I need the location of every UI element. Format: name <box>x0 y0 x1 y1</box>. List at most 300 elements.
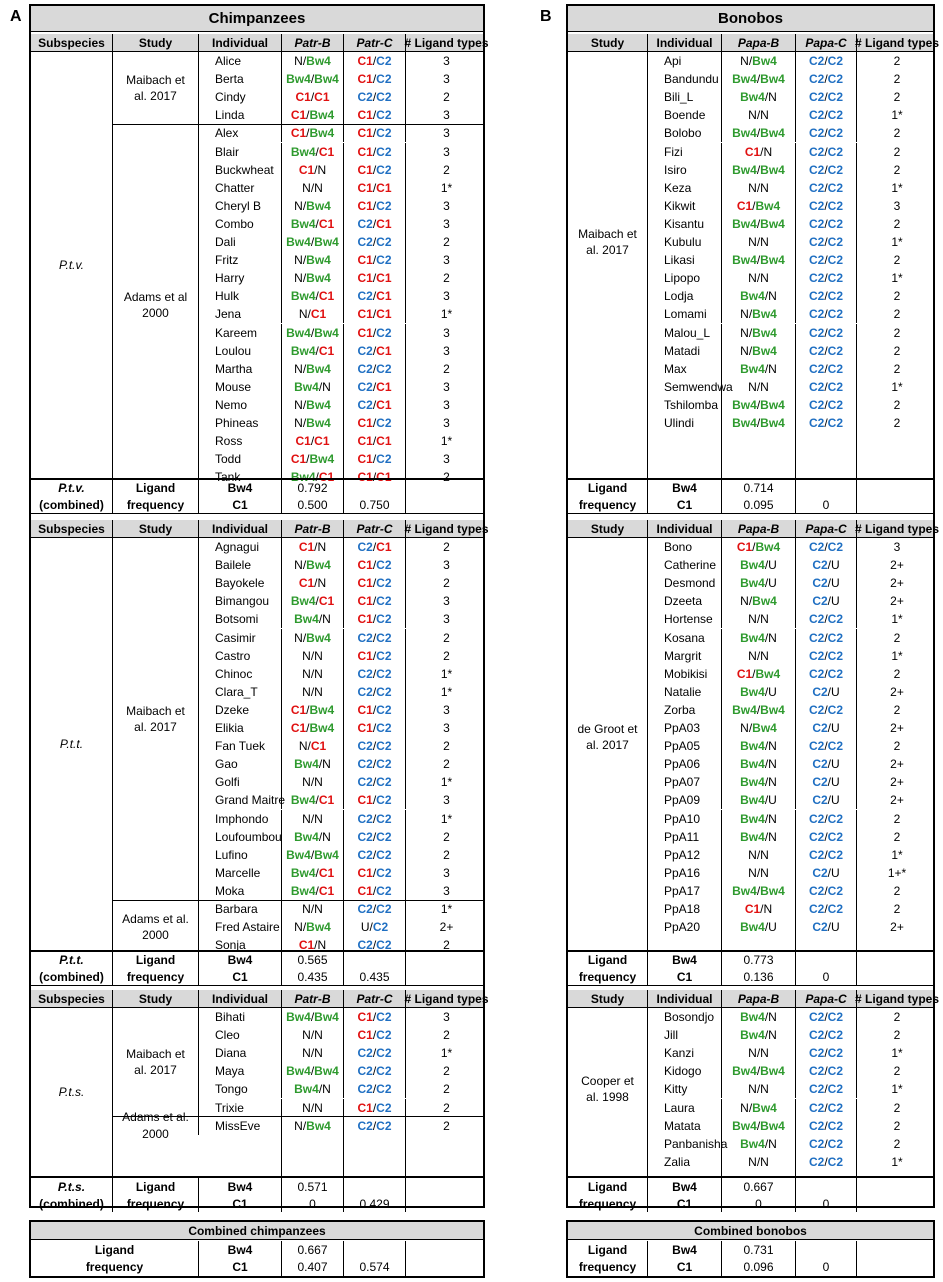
c-genotype: C2 / C2 <box>796 665 857 683</box>
allele-bw4: Bw4 <box>314 847 339 862</box>
ligand-types: 2 <box>443 576 450 591</box>
allele-n: N <box>322 612 331 627</box>
allele-c2: C2 <box>827 379 844 394</box>
allele-c2: C2 <box>376 253 392 268</box>
c-genotype: C2 / C2 <box>796 1044 857 1062</box>
allele-c2: C2 <box>827 811 844 826</box>
b-genotype: Bw4 / Bw4 <box>722 701 796 719</box>
header-row <box>568 34 940 52</box>
allele-c2: C2 <box>357 902 373 917</box>
allele-c2: C2 <box>827 847 844 862</box>
allele-n: N <box>294 1118 303 1133</box>
c-genotype: C2 / C2 <box>344 629 406 647</box>
allele-c2: C2 <box>827 72 844 87</box>
b-genotype: N / Bw4 <box>722 1099 796 1117</box>
individual-name: Dzeeta <box>648 592 722 610</box>
column-line <box>795 432 796 478</box>
allele-n: N <box>740 594 749 609</box>
allele-bw4: Bw4 <box>752 307 777 322</box>
individual-name: Desmond <box>648 574 722 592</box>
allele-c2: C2 <box>357 343 373 358</box>
c-genotype: C1 / C2 <box>344 791 406 809</box>
allele-n: N <box>314 775 323 790</box>
bw4-frequency: 0.792 <box>297 481 328 496</box>
individual-name: Moka <box>199 882 282 900</box>
header-cell: Study <box>113 34 199 51</box>
b-genotype: N / N <box>722 1044 796 1062</box>
table-row <box>199 882 483 900</box>
allele-c1: C1 <box>357 1028 373 1043</box>
b-genotype: N / N <box>722 179 796 197</box>
frequency-text: frequency <box>578 1196 637 1211</box>
allele-c2: C2 <box>808 180 825 195</box>
ligand-types: 3 <box>443 54 450 69</box>
ligand-types: 1* <box>891 1046 903 1061</box>
allele-c1: C1 <box>298 540 315 555</box>
c-genotype: C2 / C2 <box>344 773 406 791</box>
allele-bw4: Bw4 <box>294 829 319 844</box>
c-genotype: C2 / C2 <box>344 846 406 864</box>
allele-c1: C1 <box>376 216 392 231</box>
c-genotype: C2 / C2 <box>344 900 406 918</box>
allele-bw4: Bw4 <box>752 1100 777 1115</box>
individual-name: Laura <box>648 1099 722 1117</box>
ligand-types: 3 <box>443 253 450 268</box>
allele-n: N <box>748 847 757 862</box>
combined-frequency-row <box>568 1241 933 1276</box>
table-row <box>648 324 933 342</box>
table-row <box>199 324 483 342</box>
allele-c1: C1 <box>357 198 373 213</box>
allele-c2: C2 <box>376 361 392 376</box>
c-genotype: C2 / C2 <box>796 1062 857 1080</box>
main-table <box>29 4 489 1211</box>
blank <box>373 1243 376 1257</box>
c-frequency <box>796 952 857 985</box>
allele-n: N <box>748 180 757 195</box>
c-genotype: C2 / U <box>796 918 857 936</box>
c-genotype: C2 / C2 <box>796 396 857 414</box>
c-genotype: C2 / C2 <box>344 1062 406 1080</box>
table-row <box>199 791 483 809</box>
individual-name: Castro <box>199 647 282 665</box>
table-row <box>648 1026 933 1044</box>
table-row <box>648 610 933 628</box>
allele-c2: C2 <box>376 865 392 880</box>
allele-bw4: Bw4 <box>309 452 335 467</box>
allele-c1: C1 <box>736 540 753 555</box>
individual-name: Kubulu <box>648 233 722 251</box>
allele-c2: C2 <box>827 162 844 177</box>
ligand-types: 2 <box>443 540 450 555</box>
allele-n: N <box>748 1082 757 1097</box>
allele-c2: C2 <box>808 90 825 105</box>
allele-c2: C2 <box>376 648 392 663</box>
ligand-types: 2 <box>893 289 901 304</box>
b-genotype: N / Bw4 <box>722 342 796 360</box>
c1-frequency-b: 0.096 <box>743 1260 774 1275</box>
allele-c1: C1 <box>357 1100 373 1115</box>
allele-n: N <box>748 648 757 663</box>
b-frequency <box>722 1241 796 1276</box>
table-row <box>648 574 933 592</box>
blank <box>824 953 827 967</box>
allele-c1: C1 <box>357 144 373 159</box>
individual-name: Grand Maitre <box>199 791 282 809</box>
table-row <box>648 737 933 755</box>
allele-c2: C2 <box>357 289 373 304</box>
individual-name: Lufino <box>199 846 282 864</box>
c-genotype: C2 / C2 <box>796 846 857 864</box>
header-cell: Papa-B <box>722 520 796 537</box>
allele-c2: C2 <box>808 1028 825 1043</box>
ligand-types: 2 <box>893 666 901 681</box>
header-row <box>31 520 489 538</box>
frequency-text: frequency <box>578 1260 637 1275</box>
allele-c2: C2 <box>357 1046 373 1061</box>
allele-c2: C2 <box>376 126 392 141</box>
table-row <box>199 342 483 360</box>
allele-n: N <box>314 1028 323 1043</box>
header-cell: Study <box>113 990 199 1007</box>
b-genotype: Bw4 / Bw4 <box>282 324 344 342</box>
ligand-types: 2 <box>893 1028 901 1043</box>
ligand-types: 2 <box>893 630 901 645</box>
table-row <box>199 70 483 88</box>
individual-name: Boende <box>648 106 722 124</box>
allele-bw4: Bw4 <box>740 1010 765 1025</box>
allele-bw4: Bw4 <box>294 612 319 627</box>
allele-bw4: Bw4 <box>760 416 785 431</box>
column-line <box>343 1135 344 1176</box>
c-genotype: C2 / C2 <box>796 305 857 323</box>
allele-bw4: Bw4 <box>740 1028 765 1043</box>
c-genotype: C2 / C2 <box>796 52 857 70</box>
allele-c1: C1 <box>318 289 335 304</box>
ligand-types: 2 <box>893 343 901 358</box>
allele-c1: C1 <box>357 54 373 69</box>
individual-name: PpA16 <box>648 864 722 882</box>
b-genotype: N / Bw4 <box>722 719 796 737</box>
allele-c2: C2 <box>827 307 844 322</box>
b-genotype: C1 / C1 <box>282 88 344 106</box>
bw4-frequency: 0.731 <box>743 1242 774 1257</box>
ligand-types: 2 <box>893 883 901 898</box>
table-row <box>199 918 483 936</box>
table-row <box>648 1099 933 1117</box>
allele-c1: C1 <box>357 648 373 663</box>
allele-c2: C2 <box>376 90 392 105</box>
header-cell: Patr-B <box>282 990 344 1007</box>
allele-n: N <box>768 829 777 844</box>
allele-c2: C2 <box>808 1064 825 1079</box>
ligand-types: 1* <box>891 612 903 627</box>
allele-c2: C2 <box>827 612 844 627</box>
allele-c2: C2 <box>372 920 389 935</box>
allele-c2: C2 <box>357 757 373 772</box>
c-genotype: C2 / C2 <box>796 1099 857 1117</box>
allele-n: N <box>768 775 777 790</box>
allele-n: N <box>314 1100 323 1115</box>
ligand-types: 2+ <box>439 920 454 935</box>
allele-n: N <box>294 416 303 431</box>
column-line <box>281 1135 282 1176</box>
b-genotype: Bw4 / N <box>282 828 344 846</box>
ligand-types: 2 <box>893 829 901 844</box>
table-row <box>648 70 933 88</box>
allele-bw4: Bw4 <box>760 72 785 87</box>
c-genotype: C1 / C2 <box>344 70 406 88</box>
individual-name: Hortense <box>648 610 722 628</box>
study-name: de Groot et al. 2017 <box>568 538 648 936</box>
allele-n: N <box>322 379 331 394</box>
c-genotype: C2 / C2 <box>796 179 857 197</box>
c-genotype: C2 / C1 <box>344 538 406 556</box>
c-genotype: C2 / U <box>796 864 857 882</box>
allele-c1: C1 <box>318 343 335 358</box>
allele-bw4: Bw4 <box>760 1118 785 1133</box>
b-genotype: C1 / C1 <box>282 432 344 450</box>
c1-frequency-c: 0 <box>822 497 830 512</box>
ligand-types: 2+ <box>890 920 904 935</box>
study-name: Adams et al. 2000 <box>113 1117 199 1135</box>
allele-bw4: Bw4 <box>286 325 311 340</box>
individual-name: Casimir <box>199 629 282 647</box>
c-genotype: U / C2 <box>344 918 406 936</box>
bw4-key: Bw4 <box>672 1242 697 1257</box>
individual-name: PpA03 <box>648 719 722 737</box>
b-genotype: C1 / N <box>282 538 344 556</box>
allele-c1: C1 <box>357 180 373 195</box>
c1-key: C1 <box>676 1196 693 1211</box>
c-genotype: C2 / C2 <box>344 810 406 828</box>
c-genotype: C2 / C2 <box>796 88 857 106</box>
allele-c2: C2 <box>808 1010 825 1025</box>
b-genotype: Bw4 / Bw4 <box>722 161 796 179</box>
allele-bw4: Bw4 <box>286 1010 311 1025</box>
header-cell: Subspecies <box>31 990 113 1007</box>
ligand-types: 1* <box>891 648 903 663</box>
b-genotype: Bw4 / N <box>722 810 796 828</box>
c-genotype: C1 / C2 <box>344 450 406 468</box>
b-genotype: Bw4 / N <box>722 287 796 305</box>
b-genotype: N / N <box>722 378 796 396</box>
individual-name: Kitty <box>648 1080 722 1098</box>
allele-c2: C2 <box>357 684 373 699</box>
table-row <box>199 1080 483 1098</box>
b-genotype: Bw4 / Bw4 <box>722 1062 796 1080</box>
table-row <box>199 864 483 882</box>
allele-c1: C1 <box>318 793 335 808</box>
allele-c2: C2 <box>376 594 392 609</box>
allele-u: U <box>831 920 840 935</box>
ligand-types: 3 <box>893 540 901 555</box>
header-cell: Papa-C <box>796 520 857 537</box>
allele-c2: C2 <box>812 684 828 699</box>
allele-c2: C2 <box>357 938 373 953</box>
ligand-types: 2 <box>893 325 901 340</box>
c-genotype: C2 / C2 <box>344 233 406 251</box>
allele-c2: C2 <box>808 666 825 681</box>
c-genotype: C2 / C2 <box>344 755 406 773</box>
allele-c2: C2 <box>357 397 373 412</box>
ligand-types: 2 <box>893 54 901 69</box>
allele-bw4: Bw4 <box>306 54 331 69</box>
column-line <box>856 936 857 950</box>
b-genotype: Bw4 / N <box>722 1008 796 1026</box>
c-genotype: C1 / C2 <box>344 161 406 179</box>
allele-c2: C2 <box>376 1118 392 1133</box>
allele-c2: C2 <box>376 612 392 627</box>
allele-n: N <box>740 325 749 340</box>
frequency-text: frequency <box>126 1196 185 1211</box>
allele-n: N <box>760 235 769 250</box>
header-cell: Study <box>113 520 199 537</box>
table-row <box>648 773 933 791</box>
ligand-types: 2 <box>893 1100 901 1115</box>
allele-c2: C2 <box>827 1100 844 1115</box>
individual-name: Panbanisha <box>648 1135 722 1153</box>
ligand-types: 3 <box>443 216 450 231</box>
allele-c2: C2 <box>357 739 373 754</box>
allele-n: N <box>760 1082 769 1097</box>
b-genotype: Bw4 / N <box>722 1135 796 1153</box>
c-frequency <box>796 480 857 513</box>
allele-c2: C2 <box>827 540 844 555</box>
allele-bw4: Bw4 <box>314 1064 339 1079</box>
c-genotype: C2 / C2 <box>796 629 857 647</box>
panel-label-b: B <box>540 8 552 25</box>
c1-frequency-b: 0.500 <box>297 497 328 512</box>
b-genotype: Bw4 / C1 <box>282 791 344 809</box>
individual-name: Lodja <box>648 287 722 305</box>
allele-c1: C1 <box>318 883 335 898</box>
ligand-types: 2+ <box>890 558 904 573</box>
study-name: Adams et al. 2000 <box>113 900 199 954</box>
c-genotype: C2 / C1 <box>344 215 406 233</box>
b-genotype: N / Bw4 <box>722 52 796 70</box>
allele-c2: C2 <box>808 325 825 340</box>
ligand-types: 2 <box>893 902 901 917</box>
c-genotype: C2 / C2 <box>796 161 857 179</box>
ligand-types: 1* <box>891 1154 903 1169</box>
allele-bw4: Bw4 <box>732 1118 757 1133</box>
c-genotype: C2 / C2 <box>796 70 857 88</box>
table-row <box>199 360 483 378</box>
c-genotype: C1 / C2 <box>344 592 406 610</box>
allele-c2: C2 <box>827 1082 844 1097</box>
table-row <box>199 396 483 414</box>
b-genotype: N / N <box>282 1099 344 1117</box>
allele-n: N <box>748 108 757 123</box>
allele-c2: C2 <box>827 1154 844 1169</box>
b-genotype: Bw4 / U <box>722 574 796 592</box>
ligand-keys <box>199 480 282 513</box>
individual-name: Marcelle <box>199 864 282 882</box>
allele-bw4: Bw4 <box>740 289 765 304</box>
ligand-types: 2 <box>443 470 450 485</box>
individual-name: PpA07 <box>648 773 722 791</box>
ligand-types: 3 <box>443 558 450 573</box>
subspecies-name: P.t.t. <box>31 538 113 950</box>
allele-c1: C1 <box>376 343 392 358</box>
b-genotype: N / Bw4 <box>282 396 344 414</box>
allele-c2: C2 <box>808 1046 825 1061</box>
combined-label <box>31 952 113 985</box>
c-genotype: C2 / C2 <box>796 360 857 378</box>
allele-u: U <box>831 558 840 573</box>
table-row <box>199 432 483 450</box>
allele-c1: C1 <box>744 144 761 159</box>
allele-bw4: Bw4 <box>760 702 785 717</box>
b-genotype: N / Bw4 <box>282 918 344 936</box>
ligand-types: 2 <box>443 630 450 645</box>
combined-title: Combined bonobos <box>568 1222 933 1240</box>
allele-c1: C1 <box>290 702 307 717</box>
c-genotype: C1 / C2 <box>344 1026 406 1044</box>
b-genotype: N / Bw4 <box>722 305 796 323</box>
b-genotype: N / C1 <box>282 305 344 323</box>
allele-c2: C2 <box>808 126 825 141</box>
individual-name: Todd <box>199 450 282 468</box>
ligand-types: 1* <box>891 271 903 286</box>
table-row <box>199 124 483 142</box>
b-genotype: Bw4 / N <box>722 737 796 755</box>
allele-n: N <box>302 775 311 790</box>
table-row <box>648 846 933 864</box>
b-genotype: N / Bw4 <box>282 629 344 647</box>
allele-c2: C2 <box>827 108 844 123</box>
c1-key: C1 <box>232 497 248 512</box>
blank <box>824 1180 827 1194</box>
allele-c1: C1 <box>357 108 373 123</box>
table-row <box>199 1062 483 1080</box>
ligand-types: 1* <box>440 902 453 917</box>
allele-c1: C1 <box>736 666 753 681</box>
b-genotype: Bw4 / Bw4 <box>282 233 344 251</box>
frequency-text: frequency <box>578 497 637 512</box>
allele-bw4: Bw4 <box>314 72 339 87</box>
b-frequency <box>282 952 344 985</box>
table-row <box>199 287 483 305</box>
b-genotype: Bw4 / Bw4 <box>282 846 344 864</box>
table-row <box>648 342 933 360</box>
header-cell: Individual <box>199 520 282 537</box>
ligand-types: 2 <box>893 162 901 177</box>
allele-n: N <box>768 90 777 105</box>
b-genotype: Bw4 / N <box>282 1080 344 1098</box>
allele-c2: C2 <box>376 198 392 213</box>
ligand-text: Ligand <box>135 953 176 968</box>
allele-c2: C2 <box>376 54 392 69</box>
allele-bw4: Bw4 <box>286 847 311 862</box>
table-row <box>648 864 933 882</box>
c1-key: C1 <box>232 969 248 984</box>
ligand-types: 3 <box>443 343 450 358</box>
allele-bw4: Bw4 <box>760 126 785 141</box>
individual-name: PpA09 <box>648 791 722 809</box>
allele-c2: C2 <box>357 1118 373 1133</box>
header-cell: Subspecies <box>31 520 113 537</box>
allele-c2: C2 <box>808 612 825 627</box>
allele-c2: C2 <box>376 811 392 826</box>
ligand-types: 3 <box>893 198 901 213</box>
ligand-types: 2+ <box>890 576 904 591</box>
c-genotype: C2 / C2 <box>796 251 857 269</box>
allele-n: N <box>768 811 777 826</box>
allele-n: N <box>760 865 769 880</box>
c-frequency <box>344 1241 406 1276</box>
